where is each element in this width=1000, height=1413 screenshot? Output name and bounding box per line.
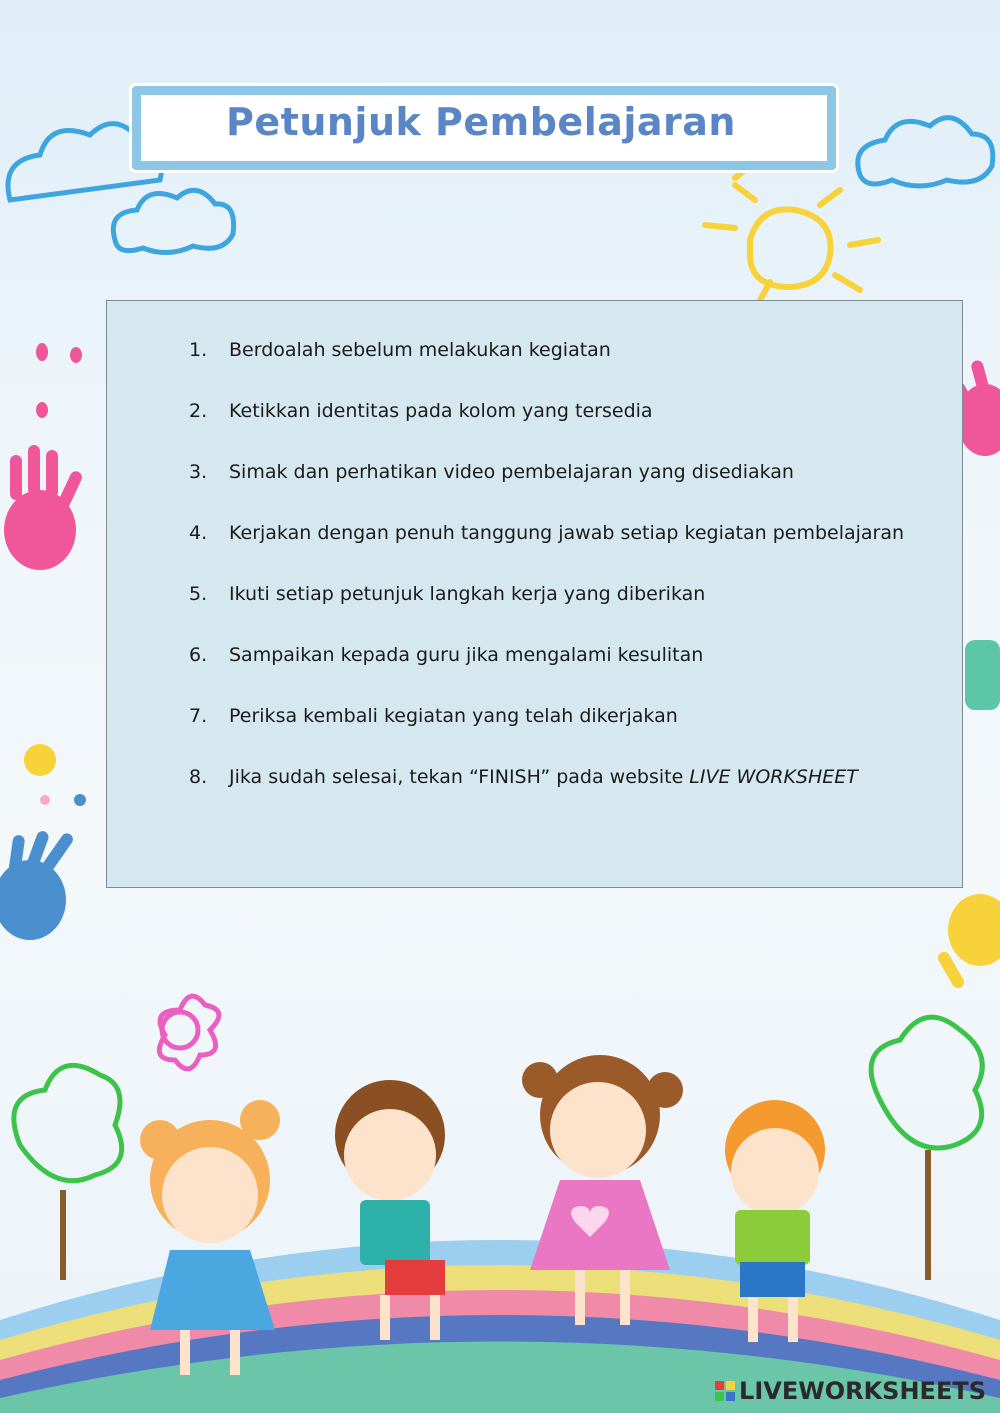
instruction-text-main: Jika sudah selesai, tekan “FINISH” pada website: [229, 766, 690, 788]
green-handprint-icon: [965, 640, 1000, 710]
instruction-text: Kerjakan dengan penuh tanggung jawab setiap kegiatan pembelajaran: [229, 522, 905, 544]
instruction-text: Ikuti setiap petunjuk langkah kerja yang diberikan: [229, 583, 706, 605]
instruction-item: [189, 766, 904, 827]
instruction-item: [189, 339, 904, 400]
flower-icon: [159, 996, 219, 1069]
brand-text: LIVEWORKSHEETS: [739, 1377, 986, 1405]
instruction-number: 8.: [189, 766, 208, 788]
instruction-item: [189, 461, 904, 522]
instruction-number: 7.: [189, 705, 208, 727]
instructions-box: [106, 300, 963, 888]
instruction-item: [189, 522, 904, 583]
instruction-text: Berdoalah sebelum melakukan kegiatan: [229, 339, 611, 361]
instruction-number: 2.: [189, 400, 208, 422]
instruction-item: [189, 400, 904, 461]
tree-icon: [14, 1065, 122, 1280]
instruction-text: Sampaikan kepada guru jika mengalami kesulitan: [229, 644, 704, 666]
instruction-number: 6.: [189, 644, 208, 666]
instruction-text: Simak dan perhatikan video pembelajaran yang disediakan: [229, 461, 794, 483]
sun-icon: [705, 170, 878, 300]
dots-icon: [40, 794, 86, 806]
pink-handprint-icon: [4, 343, 84, 570]
page-title: Petunjuk Pembelajaran: [226, 100, 736, 144]
instruction-text: [229, 766, 858, 827]
instructions-list: [189, 339, 904, 827]
tree-icon: [871, 1017, 982, 1280]
instruction-number: 4.: [189, 522, 208, 544]
instruction-item: [189, 583, 904, 644]
instruction-number: 3.: [189, 461, 208, 483]
instruction-text: Periksa kembali kegiatan yang telah dikerjakan: [229, 705, 678, 727]
instruction-number: 1.: [189, 339, 208, 361]
instruction-item: [189, 705, 904, 766]
instruction-number: 5.: [189, 583, 208, 605]
brand-mark-icon: [715, 1381, 735, 1401]
cloud-icon: [113, 190, 233, 252]
title-banner: [120, 86, 842, 172]
brand-logo: [715, 1377, 986, 1405]
blue-handprint-icon: [0, 829, 75, 940]
cloud-icon: [858, 118, 993, 186]
instruction-text-emphasis: LIVE WORKSHEET: [689, 766, 858, 788]
instruction-text: Ketikkan identitas pada kolom yang tersedia: [229, 400, 653, 422]
instruction-item: [189, 644, 904, 705]
